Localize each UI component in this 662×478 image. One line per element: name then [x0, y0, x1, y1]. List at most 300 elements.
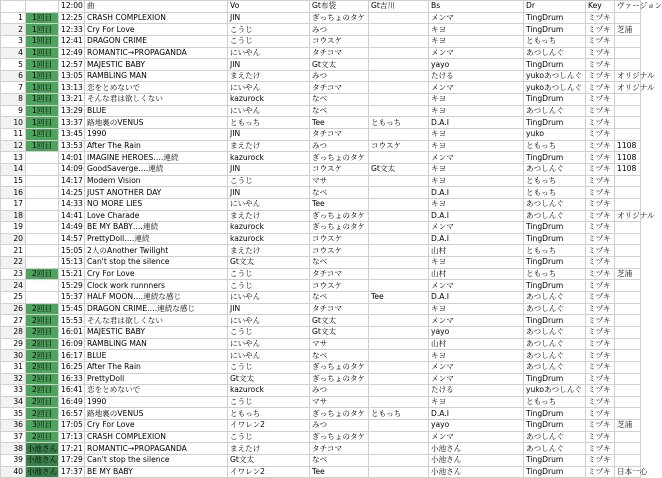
- cell-version[interactable]: オリジナル: [615, 210, 641, 222]
- cell-gt1[interactable]: なべ: [310, 257, 369, 269]
- cell-key[interactable]: ミヅキ: [586, 59, 615, 71]
- cell-round[interactable]: 2回目: [26, 326, 59, 338]
- cell-time[interactable]: 12:49: [59, 47, 85, 59]
- cell-version[interactable]: [615, 373, 641, 385]
- cell-version[interactable]: [615, 454, 641, 466]
- header-cell-round[interactable]: [26, 1, 59, 13]
- cell-round[interactable]: [26, 163, 59, 175]
- cell-gt2[interactable]: [369, 420, 429, 432]
- cell-no[interactable]: 3: [1, 35, 26, 47]
- cell-dr[interactable]: ともっち: [524, 245, 586, 257]
- cell-no[interactable]: 16: [1, 187, 26, 199]
- cell-key[interactable]: ミヅキ: [586, 303, 615, 315]
- cell-no[interactable]: 8: [1, 94, 26, 106]
- cell-gt2[interactable]: [369, 466, 429, 478]
- cell-round[interactable]: 2回目: [26, 338, 59, 350]
- cell-key[interactable]: ミヅキ: [586, 152, 615, 164]
- cell-dr[interactable]: あつしんぐ: [524, 326, 586, 338]
- cell-no[interactable]: 34: [1, 396, 26, 408]
- cell-song[interactable]: Can't stop the silence: [85, 257, 228, 269]
- cell-time[interactable]: 16:49: [59, 396, 85, 408]
- cell-gt2[interactable]: [369, 187, 429, 199]
- cell-gt1[interactable]: マサ: [310, 338, 369, 350]
- cell-key[interactable]: ミヅキ: [586, 373, 615, 385]
- cell-bs[interactable]: 小池さん: [429, 443, 524, 455]
- cell-vo[interactable]: こうじ: [228, 175, 310, 187]
- cell-no[interactable]: 31: [1, 361, 26, 373]
- cell-song[interactable]: ROMANTIC→PROPAGANDA: [85, 47, 228, 59]
- cell-round[interactable]: 小池さん: [26, 443, 58, 453]
- cell-vo[interactable]: こうじ: [228, 361, 310, 373]
- cell-bs[interactable]: メンマ: [429, 373, 524, 385]
- cell-key[interactable]: ミヅキ: [586, 338, 615, 350]
- cell-song[interactable]: Cry For Love: [85, 24, 228, 36]
- cell-version[interactable]: オリジナル: [615, 82, 641, 94]
- cell-gt1[interactable]: タチコマ: [310, 129, 369, 141]
- cell-time[interactable]: 12:33: [59, 24, 85, 36]
- cell-gt1[interactable]: コウスケ: [310, 245, 369, 257]
- cell-no[interactable]: 26: [1, 303, 26, 315]
- cell-no[interactable]: 4: [1, 47, 26, 59]
- cell-round[interactable]: 3回目: [26, 420, 59, 432]
- cell-song[interactable]: HALF MOON‥‥連続な感じ: [85, 292, 228, 304]
- cell-gt2[interactable]: Tee: [369, 292, 429, 304]
- header-cell-gt2[interactable]: Gt吉川: [369, 1, 429, 13]
- cell-no[interactable]: 24: [1, 280, 26, 292]
- cell-song[interactable]: Clock work runnners: [85, 280, 228, 292]
- cell-time[interactable]: 14:33: [59, 198, 85, 210]
- cell-gt1[interactable]: みつ: [310, 385, 369, 397]
- cell-gt2[interactable]: [369, 152, 429, 164]
- cell-bs[interactable]: キヨ: [429, 24, 524, 36]
- cell-vo[interactable]: まえたけ: [228, 443, 310, 455]
- cell-no[interactable]: 15: [1, 175, 26, 187]
- cell-no[interactable]: 2: [1, 24, 26, 36]
- cell-bs[interactable]: D.A.I: [429, 233, 524, 245]
- cell-round[interactable]: 2回目: [26, 268, 59, 280]
- cell-gt1[interactable]: コウスケ: [310, 35, 369, 47]
- cell-no[interactable]: 30: [1, 350, 26, 362]
- cell-round[interactable]: [26, 280, 59, 292]
- cell-version[interactable]: [615, 315, 641, 327]
- cell-vo[interactable]: イワレン2: [228, 466, 310, 478]
- cell-gt2[interactable]: [369, 47, 429, 59]
- cell-no[interactable]: 29: [1, 338, 26, 350]
- cell-version[interactable]: 1108: [615, 140, 641, 152]
- cell-song[interactable]: DRAGON CRIME‥‥連続な感じ: [85, 303, 228, 315]
- cell-version[interactable]: [615, 303, 641, 315]
- cell-gt2[interactable]: [369, 59, 429, 71]
- cell-gt1[interactable]: ぎっちょのタケ: [310, 152, 369, 164]
- cell-gt2[interactable]: コウスケ: [369, 140, 429, 152]
- cell-round[interactable]: 1回目: [26, 117, 59, 129]
- cell-dr[interactable]: あつしんぐ: [524, 47, 586, 59]
- cell-song[interactable]: After The Rain: [85, 361, 228, 373]
- cell-dr[interactable]: TingDrum: [524, 24, 586, 36]
- cell-version[interactable]: [615, 280, 641, 292]
- cell-gt2[interactable]: [369, 105, 429, 117]
- cell-key[interactable]: ミヅキ: [586, 280, 615, 292]
- cell-version[interactable]: [615, 105, 641, 117]
- cell-bs[interactable]: キヨ: [429, 303, 524, 315]
- cell-round[interactable]: 1回目: [26, 35, 59, 47]
- cell-version[interactable]: [615, 350, 641, 362]
- cell-key[interactable]: ミヅキ: [586, 396, 615, 408]
- cell-song[interactable]: そんな君は欲しくない: [85, 315, 228, 327]
- cell-no[interactable]: 40: [1, 466, 26, 478]
- cell-song[interactable]: ROMANTIC→PROPAGANDA: [85, 443, 228, 455]
- cell-gt2[interactable]: [369, 222, 429, 234]
- cell-no[interactable]: 33: [1, 385, 26, 397]
- cell-bs[interactable]: メンマ: [429, 82, 524, 94]
- cell-vo[interactable]: にいやん: [228, 350, 310, 362]
- cell-dr[interactable]: yukoあつしんぐ: [524, 385, 586, 397]
- cell-dr[interactable]: TingDrum: [524, 222, 586, 234]
- cell-dr[interactable]: TingDrum: [524, 233, 586, 245]
- cell-gt1[interactable]: ぎっちょのタケ: [310, 210, 369, 222]
- cell-key[interactable]: ミヅキ: [586, 326, 615, 338]
- cell-dr[interactable]: ともっち: [524, 187, 586, 199]
- cell-song[interactable]: 1990: [85, 396, 228, 408]
- cell-key[interactable]: ミヅキ: [586, 24, 615, 36]
- cell-no[interactable]: 39: [1, 454, 26, 466]
- cell-dr[interactable]: TingDrum: [524, 315, 586, 327]
- cell-dr[interactable]: TingDrum: [524, 59, 586, 71]
- cell-gt1[interactable]: マサ: [310, 396, 369, 408]
- cell-no[interactable]: 17: [1, 198, 26, 210]
- cell-version[interactable]: 日本一心: [615, 466, 641, 478]
- cell-gt1[interactable]: コウスケ: [310, 233, 369, 245]
- cell-key[interactable]: ミヅキ: [586, 117, 615, 129]
- cell-version[interactable]: [615, 431, 641, 443]
- cell-round[interactable]: [26, 198, 59, 210]
- cell-key[interactable]: ミヅキ: [586, 385, 615, 397]
- cell-gt1[interactable]: なべ: [310, 105, 369, 117]
- cell-gt1[interactable]: コウスケ: [310, 163, 369, 175]
- cell-vo[interactable]: JIN: [228, 303, 310, 315]
- cell-gt1[interactable]: ぎっちょのタケ: [310, 222, 369, 234]
- cell-key[interactable]: ミヅキ: [586, 94, 615, 106]
- cell-vo[interactable]: にいやん: [228, 292, 310, 304]
- cell-key[interactable]: ミヅキ: [586, 268, 615, 280]
- cell-gt1[interactable]: ぎっちょのタケ: [310, 361, 369, 373]
- cell-no[interactable]: 14: [1, 163, 26, 175]
- cell-gt1[interactable]: なべ: [310, 187, 369, 199]
- cell-key[interactable]: ミヅキ: [586, 35, 615, 47]
- cell-round[interactable]: 1回目: [26, 24, 59, 36]
- cell-time[interactable]: 12:25: [59, 12, 85, 24]
- cell-dr[interactable]: yukoあつしんぐ: [524, 82, 586, 94]
- cell-vo[interactable]: kazurock: [228, 94, 310, 106]
- cell-no[interactable]: 11: [1, 129, 26, 141]
- cell-song[interactable]: After The Rain: [85, 140, 228, 152]
- cell-time[interactable]: 17:29: [59, 454, 85, 466]
- cell-song[interactable]: 恋をとめないで: [85, 82, 228, 94]
- cell-gt1[interactable]: Tee: [310, 198, 369, 210]
- cell-time[interactable]: 14:57: [59, 233, 85, 245]
- cell-gt1[interactable]: なべ: [310, 454, 369, 466]
- cell-gt2[interactable]: [369, 70, 429, 82]
- cell-bs[interactable]: キヨ: [429, 257, 524, 269]
- cell-song[interactable]: NO MORE LIES: [85, 198, 228, 210]
- cell-gt1[interactable]: Tee: [310, 117, 369, 129]
- cell-time[interactable]: 14:25: [59, 187, 85, 199]
- cell-gt2[interactable]: [369, 268, 429, 280]
- cell-round[interactable]: [26, 187, 59, 199]
- cell-no[interactable]: 35: [1, 408, 26, 420]
- cell-version[interactable]: オリジナル: [615, 70, 641, 82]
- cell-bs[interactable]: 山村: [429, 268, 524, 280]
- cell-dr[interactable]: TingDrum: [524, 152, 586, 164]
- cell-vo[interactable]: まえたけ: [228, 245, 310, 257]
- cell-gt2[interactable]: [369, 245, 429, 257]
- cell-round[interactable]: [26, 175, 59, 187]
- cell-time[interactable]: 15:37: [59, 292, 85, 304]
- cell-dr[interactable]: あつしんぐ: [524, 361, 586, 373]
- cell-gt1[interactable]: ぎっちょのタケ: [310, 12, 369, 24]
- cell-gt2[interactable]: [369, 198, 429, 210]
- cell-gt2[interactable]: [369, 373, 429, 385]
- cell-key[interactable]: ミヅキ: [586, 466, 615, 478]
- cell-no[interactable]: 12: [1, 140, 26, 152]
- cell-version[interactable]: [615, 443, 641, 455]
- cell-key[interactable]: ミヅキ: [586, 70, 615, 82]
- cell-dr[interactable]: ともっち: [524, 35, 586, 47]
- cell-time[interactable]: 17:21: [59, 443, 85, 455]
- cell-song[interactable]: 路地裏のVENUS: [85, 408, 228, 420]
- cell-round[interactable]: [26, 233, 59, 245]
- cell-gt1[interactable]: Gt文太: [310, 326, 369, 338]
- cell-vo[interactable]: ともっち: [228, 408, 310, 420]
- cell-song[interactable]: PrettyDoll‥‥連続: [85, 233, 228, 245]
- cell-vo[interactable]: こうじ: [228, 396, 310, 408]
- cell-no[interactable]: 22: [1, 257, 26, 269]
- cell-vo[interactable]: にいやん: [228, 315, 310, 327]
- cell-song[interactable]: 路地裏のVENUS: [85, 117, 228, 129]
- cell-bs[interactable]: キヨ: [429, 94, 524, 106]
- cell-round[interactable]: [26, 292, 59, 304]
- cell-time[interactable]: 13:05: [59, 70, 85, 82]
- cell-dr[interactable]: yukoあつしんぐ: [524, 70, 586, 82]
- cell-no[interactable]: 7: [1, 82, 26, 94]
- cell-version[interactable]: [615, 326, 641, 338]
- cell-round[interactable]: 2回目: [26, 408, 59, 420]
- cell-round[interactable]: 2回目: [26, 303, 59, 315]
- cell-round[interactable]: [26, 257, 59, 269]
- cell-key[interactable]: ミヅキ: [586, 350, 615, 362]
- cell-key[interactable]: ミヅキ: [586, 163, 615, 175]
- cell-song[interactable]: BLUE: [85, 105, 228, 117]
- cell-round[interactable]: 1回目: [26, 82, 59, 94]
- cell-song[interactable]: DRAGON CRIME: [85, 35, 228, 47]
- cell-round[interactable]: 1回目: [26, 105, 59, 117]
- cell-round[interactable]: 2回目: [26, 361, 59, 373]
- cell-time[interactable]: 13:29: [59, 105, 85, 117]
- cell-round[interactable]: 2回目: [26, 385, 59, 397]
- cell-round[interactable]: 1回目: [26, 47, 59, 59]
- cell-version[interactable]: [615, 129, 641, 141]
- cell-dr[interactable]: あつしんぐ: [524, 431, 586, 443]
- cell-gt1[interactable]: タチコマ: [310, 47, 369, 59]
- cell-bs[interactable]: メンマ: [429, 315, 524, 327]
- cell-time[interactable]: 16:09: [59, 338, 85, 350]
- cell-bs[interactable]: D.A.I: [429, 117, 524, 129]
- cell-bs[interactable]: メンマ: [429, 361, 524, 373]
- cell-version[interactable]: [615, 396, 641, 408]
- cell-time[interactable]: 12:41: [59, 35, 85, 47]
- cell-time[interactable]: 14:49: [59, 222, 85, 234]
- cell-round[interactable]: 2回目: [26, 350, 59, 362]
- cell-dr[interactable]: あつしんぐ: [524, 292, 586, 304]
- cell-song[interactable]: 1990: [85, 129, 228, 141]
- cell-song[interactable]: BE MY BABY: [85, 466, 228, 478]
- cell-time[interactable]: 15:05: [59, 245, 85, 257]
- cell-round[interactable]: 1回目: [26, 59, 59, 71]
- cell-time[interactable]: 16:33: [59, 373, 85, 385]
- cell-gt1[interactable]: ぎっちょのタケ: [310, 373, 369, 385]
- cell-vo[interactable]: こうじ: [228, 280, 310, 292]
- cell-key[interactable]: ミヅキ: [586, 257, 615, 269]
- cell-gt2[interactable]: [369, 210, 429, 222]
- cell-version[interactable]: [615, 94, 641, 106]
- cell-no[interactable]: 23: [1, 268, 26, 280]
- header-cell-vo[interactable]: Vo: [228, 1, 310, 13]
- cell-dr[interactable]: TingDrum: [524, 12, 586, 24]
- cell-gt2[interactable]: [369, 12, 429, 24]
- header-cell-dr[interactable]: Dr: [524, 1, 586, 13]
- cell-gt2[interactable]: ともっち: [369, 408, 429, 420]
- cell-version[interactable]: [615, 233, 641, 245]
- cell-song[interactable]: JUST ANOTHER DAY: [85, 187, 228, 199]
- cell-version[interactable]: [615, 35, 641, 47]
- cell-bs[interactable]: キヨ: [429, 175, 524, 187]
- cell-key[interactable]: ミヅキ: [586, 105, 615, 117]
- cell-version[interactable]: [615, 47, 641, 59]
- cell-key[interactable]: ミヅキ: [586, 47, 615, 59]
- cell-dr[interactable]: TingDrum: [524, 466, 586, 478]
- cell-round[interactable]: [26, 152, 59, 164]
- header-cell-key[interactable]: Key: [586, 1, 615, 13]
- cell-key[interactable]: ミヅキ: [586, 187, 615, 199]
- cell-no[interactable]: 10: [1, 117, 26, 129]
- cell-gt1[interactable]: タチコマ: [310, 268, 369, 280]
- cell-vo[interactable]: JIN: [228, 129, 310, 141]
- header-cell-time[interactable]: 12:00: [59, 1, 85, 13]
- cell-version[interactable]: [615, 385, 641, 397]
- cell-version[interactable]: [615, 292, 641, 304]
- cell-gt2[interactable]: [369, 315, 429, 327]
- cell-dr[interactable]: yuko: [524, 129, 586, 141]
- cell-gt1[interactable]: なべ: [310, 94, 369, 106]
- cell-gt1[interactable]: なべ: [310, 350, 369, 362]
- cell-version[interactable]: 芝浦: [615, 420, 641, 432]
- cell-song[interactable]: BLUE: [85, 350, 228, 362]
- cell-no[interactable]: 27: [1, 315, 26, 327]
- cell-version[interactable]: 芝浦: [615, 24, 641, 36]
- cell-vo[interactable]: JIN: [228, 187, 310, 199]
- cell-dr[interactable]: TingDrum: [524, 420, 586, 432]
- cell-gt1[interactable]: Gt文太: [310, 59, 369, 71]
- cell-vo[interactable]: kazurock: [228, 222, 310, 234]
- cell-bs[interactable]: 山村: [429, 338, 524, 350]
- cell-no[interactable]: 21: [1, 245, 26, 257]
- cell-song[interactable]: PrettyDoll: [85, 373, 228, 385]
- cell-time[interactable]: 15:45: [59, 303, 85, 315]
- cell-vo[interactable]: まえたけ: [228, 70, 310, 82]
- cell-key[interactable]: ミヅキ: [586, 175, 615, 187]
- cell-vo[interactable]: JIN: [228, 59, 310, 71]
- cell-vo[interactable]: kazurock: [228, 152, 310, 164]
- cell-time[interactable]: 14:41: [59, 210, 85, 222]
- cell-vo[interactable]: にいやん: [228, 105, 310, 117]
- cell-vo[interactable]: kazurock: [228, 385, 310, 397]
- cell-time[interactable]: 15:13: [59, 257, 85, 269]
- cell-vo[interactable]: こうじ: [228, 24, 310, 36]
- cell-song[interactable]: CRASH COMPLEXION: [85, 431, 228, 443]
- cell-time[interactable]: 15:53: [59, 315, 85, 327]
- header-cell-bs[interactable]: Bs: [429, 1, 524, 13]
- cell-time[interactable]: 13:53: [59, 140, 85, 152]
- cell-bs[interactable]: D.A.I: [429, 187, 524, 199]
- cell-key[interactable]: ミヅキ: [586, 420, 615, 432]
- cell-dr[interactable]: あつしんぐ: [524, 163, 586, 175]
- cell-gt2[interactable]: Gt文太: [369, 163, 429, 175]
- cell-dr[interactable]: あつしんぐ: [524, 350, 586, 362]
- cell-dr[interactable]: TingDrum: [524, 408, 586, 420]
- cell-gt1[interactable]: Gt文太: [310, 315, 369, 327]
- header-cell-version[interactable]: ヴァージョン: [615, 1, 641, 13]
- cell-bs[interactable]: yayo: [429, 420, 524, 432]
- cell-key[interactable]: ミヅキ: [586, 210, 615, 222]
- cell-song[interactable]: BE MY BABY‥‥連続: [85, 222, 228, 234]
- cell-key[interactable]: ミヅキ: [586, 443, 615, 455]
- cell-key[interactable]: ミヅキ: [586, 198, 615, 210]
- cell-gt2[interactable]: [369, 303, 429, 315]
- cell-round[interactable]: 1回目: [26, 70, 59, 82]
- cell-vo[interactable]: こうじ: [228, 35, 310, 47]
- cell-vo[interactable]: JIN: [228, 12, 310, 24]
- cell-bs[interactable]: メンマ: [429, 152, 524, 164]
- cell-vo[interactable]: にいやん: [228, 47, 310, 59]
- cell-vo[interactable]: kazurock: [228, 233, 310, 245]
- cell-song[interactable]: RAMBLING MAN: [85, 338, 228, 350]
- cell-song[interactable]: MAJESTIC BABY: [85, 59, 228, 71]
- cell-bs[interactable]: キヨ: [429, 350, 524, 362]
- cell-bs[interactable]: D.A.I: [429, 292, 524, 304]
- cell-key[interactable]: ミヅキ: [586, 245, 615, 257]
- cell-vo[interactable]: Gt文太: [228, 257, 310, 269]
- cell-time[interactable]: 17:05: [59, 420, 85, 432]
- cell-no[interactable]: 6: [1, 70, 26, 82]
- cell-gt2[interactable]: [369, 175, 429, 187]
- cell-round[interactable]: 小池さん: [26, 466, 58, 476]
- cell-dr[interactable]: ともっち: [524, 396, 586, 408]
- cell-dr[interactable]: TingDrum: [524, 454, 586, 466]
- cell-no[interactable]: 1: [1, 12, 26, 24]
- cell-no[interactable]: 32: [1, 373, 26, 385]
- cell-bs[interactable]: キヨ: [429, 35, 524, 47]
- cell-gt2[interactable]: [369, 94, 429, 106]
- cell-gt1[interactable]: みつ: [310, 140, 369, 152]
- cell-bs[interactable]: 小池さん: [429, 454, 524, 466]
- header-cell-gt1[interactable]: Gt布袋: [310, 1, 369, 13]
- cell-bs[interactable]: キヨ: [429, 129, 524, 141]
- cell-song[interactable]: Cry For Love: [85, 420, 228, 432]
- cell-vo[interactable]: Gt文太: [228, 373, 310, 385]
- cell-bs[interactable]: メンマ: [429, 222, 524, 234]
- cell-no[interactable]: 36: [1, 420, 26, 432]
- cell-version[interactable]: [615, 117, 641, 129]
